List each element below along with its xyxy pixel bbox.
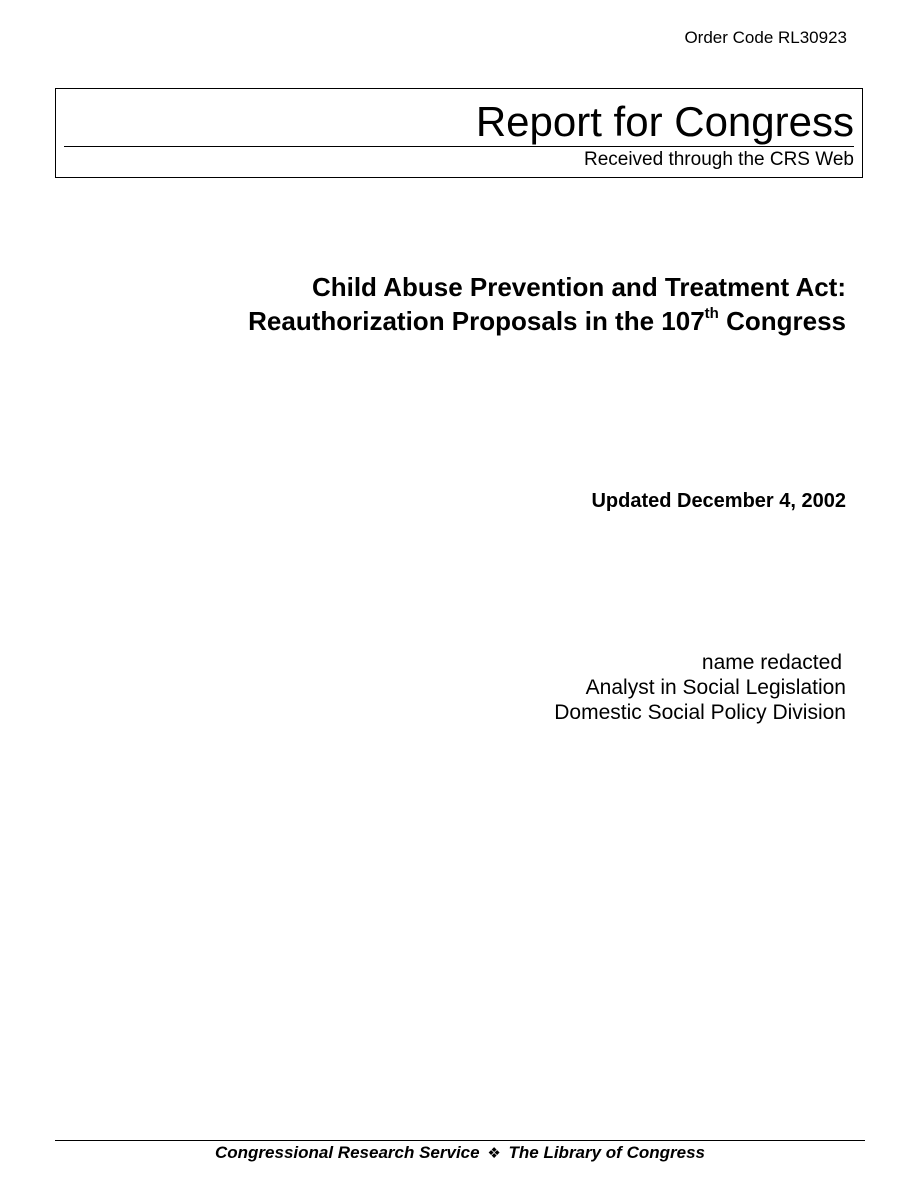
title-line2-prefix: Reauthorization Proposals in the 107 (248, 306, 705, 336)
document-title-line2 (248, 304, 846, 338)
author-division: Domestic Social Policy Division (554, 701, 846, 724)
footer-divider (55, 1140, 865, 1141)
updated-date: Updated December 4, 2002 (591, 490, 846, 512)
banner-divider (64, 146, 854, 147)
four-diamond-separator-icon: ❖ (487, 1144, 501, 1162)
footer (0, 1143, 920, 1163)
document-title (248, 270, 846, 338)
footer-right-text: The Library of Congress (508, 1143, 705, 1162)
order-code: Order Code RL30923 (684, 28, 847, 47)
banner-title: Report for Congress (475, 98, 854, 145)
title-line2-suffix: Congress (718, 306, 846, 336)
author-block (554, 650, 846, 725)
banner-subtitle: Received through the CRS Web (583, 149, 854, 170)
title-ordinal-suffix: th (704, 305, 719, 323)
author-name: name redacted (701, 651, 842, 674)
report-banner (55, 88, 863, 178)
author-role: Analyst in Social Legislation (585, 676, 846, 699)
document-title-line1: Child Abuse Prevention and Treatment Act: (311, 272, 846, 302)
footer-left-text: Congressional Research Service (215, 1143, 480, 1162)
